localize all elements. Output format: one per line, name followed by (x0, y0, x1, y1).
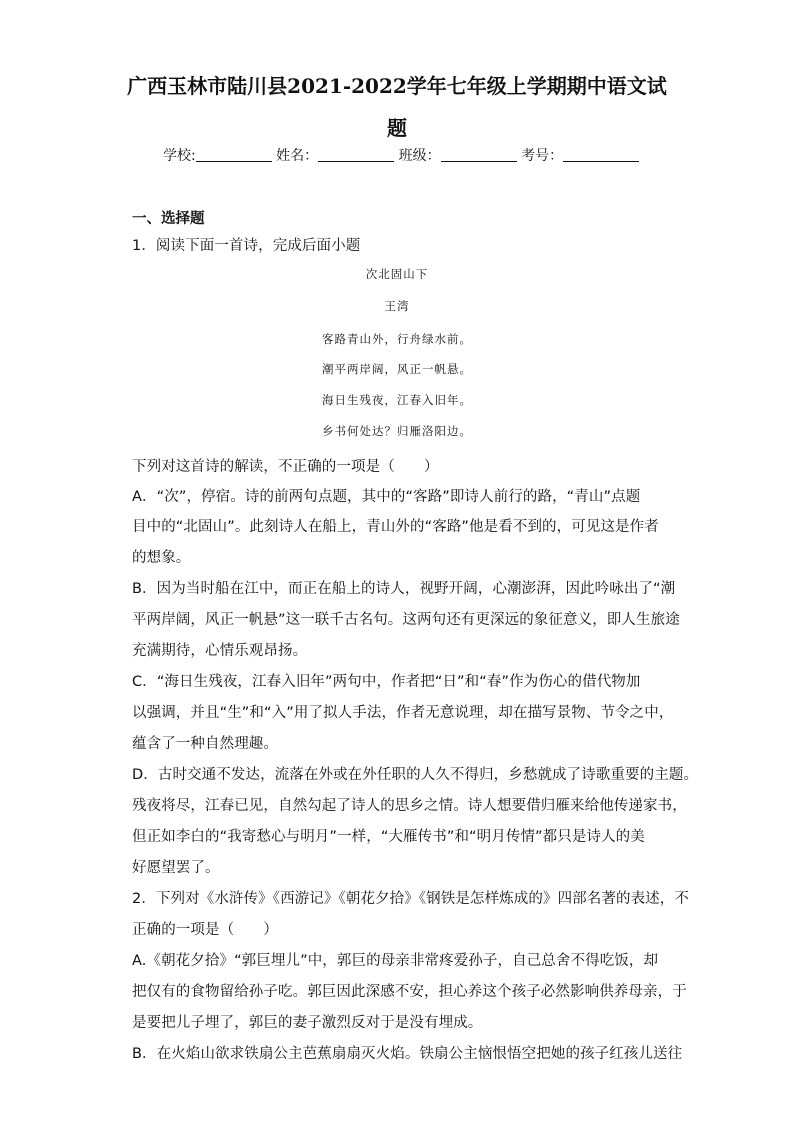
q1-option-b: B．因为当时船在江中，而正在船上的诗人，视野开阔，心潮澎湃，因此吟咏出了“潮 (132, 581, 676, 597)
q2-option-a: 把仅有的食物留给孙子吃。郭巨因此深感不安，担心养这个孩子必然影响供养母亲，于 (132, 984, 687, 1000)
number-blank (563, 147, 639, 162)
q1-option-b: 平两岸阔，风正一帆悬”这一联千古名句。这两句还有更深远的象征意义，即人生旅途 (132, 612, 680, 628)
q1-option-c: 以强调，并且“生”和“入”用了拟人手法，作者无意说理，却在描写景物、节令之中， (132, 705, 674, 721)
q2-stem: 2．下列对《水浒传》《西游记》《朝花夕拾》《钢铁是怎样炼成的》四部名著的表述，不 (132, 891, 689, 907)
poem-line: 海日生残夜，江春入旧年。 (322, 393, 472, 407)
section-heading: 一、选择题 (132, 211, 205, 227)
q1-option-c: 蕴含了一种自然理趣。 (132, 736, 278, 752)
q1-option-d: 好愿望罢了。 (132, 860, 220, 876)
name-label: 姓名： (276, 148, 319, 164)
q1-prompt: 1．阅读下面一首诗，完成后面小题 (132, 238, 361, 254)
q1-option-c: C．“海日生残夜，江春入旧年”两句中，作者把“日”和“春”作为伤心的借代物加 (132, 674, 641, 690)
student-info-row (163, 145, 639, 165)
poem-line: 乡书何处达？归雁洛阳边。 (322, 424, 472, 438)
poem-line: 潮平两岸阔，风正一帆悬。 (322, 362, 472, 376)
school-blank (196, 147, 272, 162)
poem-line: 客路青山外，行舟绿水前。 (322, 332, 472, 346)
poem-title: 次北固山下 (365, 267, 429, 281)
exam-title-line1: 广西玉林市陆川县2021-2022学年七年级上学期期中语文试 (127, 74, 667, 98)
q1-option-d: 但正如李白的“我寄愁心与明月”一样，“大雁传书”和“明月传情”都只是诗人的美 (132, 829, 645, 845)
q2-option-a: A.《朝花夕拾》“郭巨埋儿”中，郭巨的母亲非常疼爱孙子，自己总舍不得吃饭，却 (132, 953, 659, 969)
q1-stem: 下列对这首诗的解读，不正确的一项是（ ） (132, 459, 439, 475)
number-label: 考号： (521, 148, 564, 164)
poem-author: 王湾 (384, 299, 410, 313)
q1-option-d: 残夜将尽，江春已见，自然勾起了诗人的思乡之情。诗人想要借归雁来给他传递家书， (132, 798, 687, 814)
class-label: 班级： (398, 148, 441, 164)
q2-option-b: B．在火焰山欲求铁扇公主芭蕉扇扇灭火焰。铁扇公主恼恨悟空把她的孩子红孩儿送往 (132, 1046, 683, 1062)
class-blank (441, 147, 517, 162)
q1-option-d: D．古时交通不发达，流落在外或在外任职的人久不得归，乡愁就成了诗歌重要的主题。 (132, 767, 699, 783)
name-blank (318, 147, 394, 162)
q2-option-a: 是要把儿子埋了，郭巨的妻子激烈反对于是没有埋成。 (132, 1015, 483, 1031)
q2-stem: 正确的一项是（ ） (132, 922, 278, 938)
exam-title-line2: 题 (387, 116, 407, 140)
q1-option-a: 的想象。 (132, 550, 191, 566)
school-label: 学校: (163, 148, 196, 164)
q1-option-a: A．“次”，停宿。诗的前两句点题，其中的“客路”即诗人前行的路，“青山”点题 (132, 489, 641, 505)
q1-option-a: 目中的“北固山”。此刻诗人在船上，青山外的“客路”他是看不到的，可见这是作者 (132, 519, 659, 535)
q1-option-b: 充满期待，心情乐观昂扬。 (132, 643, 308, 659)
